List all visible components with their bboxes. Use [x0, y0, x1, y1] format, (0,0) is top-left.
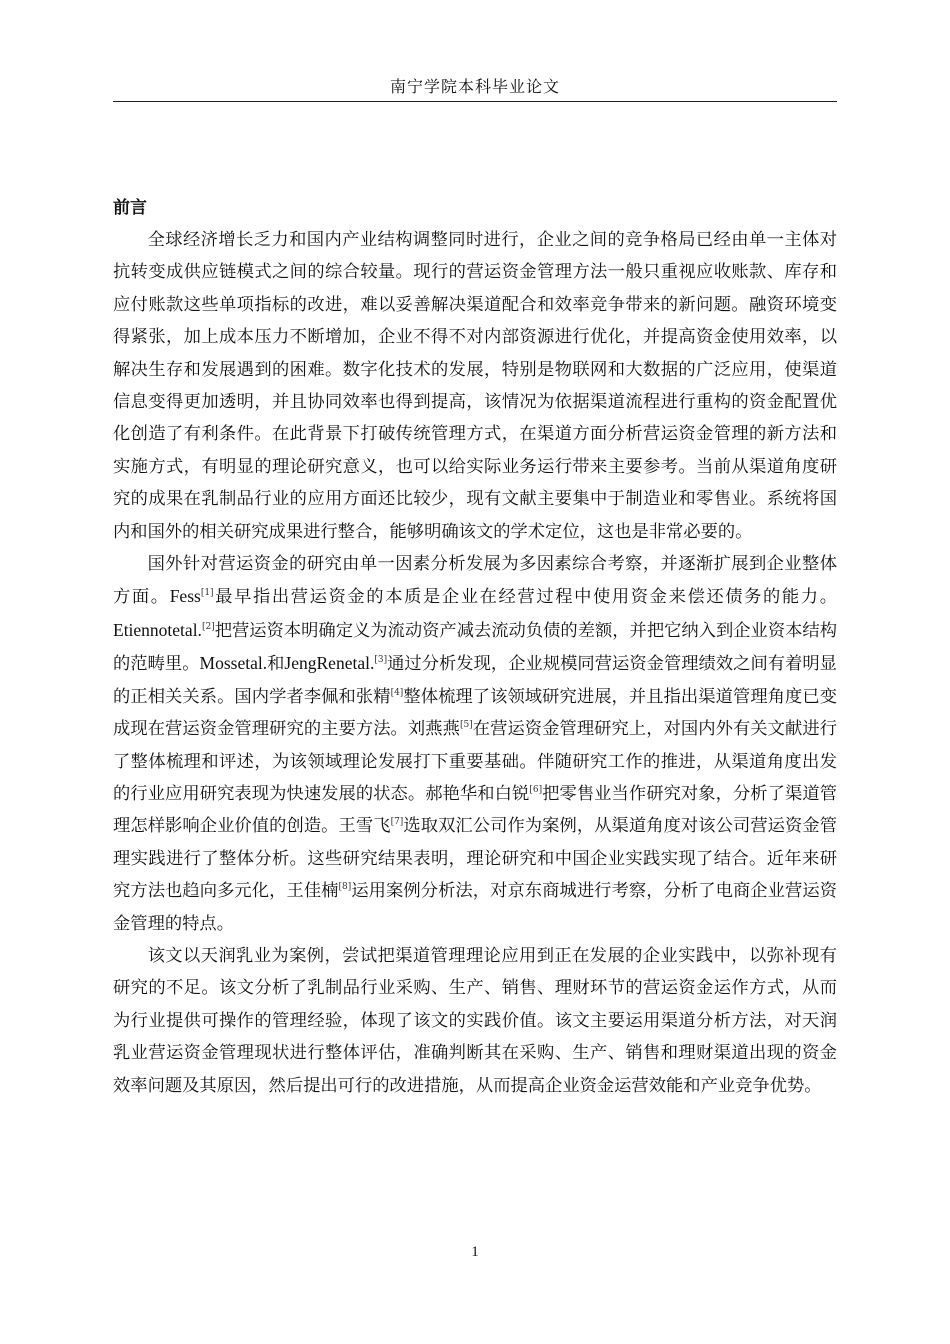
text-run: 选取双汇公司作为案例，从渠道角度对该公司营运资金管理实践进行了整体分析。这些研究结果表明，理论研究和中国企业实践实现了结合。近年来研究方法也趋向多元化，王佳楠: [113, 816, 837, 902]
running-header: 南宁学院本科毕业论文: [389, 77, 560, 96]
paragraph-3: 该文以天润乳业为案例，尝试把渠道管理理论应用到正在发展的企业实践中，以弥补现有研究的不足。该文分析了乳制品行业采购、生产、销售、理财环节的营运资金运作方式，从而为行业提供可操作的管理经验，体现了该文的实践价值。该文主要运用渠道分析方法，对天润乳业营运资金管理现状进行整体评估，准确判断其在采购、生产、销售和理财渠道出现的资金效率问题及其原因，然后提出可行的改进措施，从而提高企业资金运营效能和产业竞争优势。: [113, 945, 837, 1096]
text-run: 最早指出营运资金的本质是企业在经营过程中使用资金来偿还债务的能力。: [213, 587, 837, 608]
header-rule: [113, 101, 837, 102]
text-run: 整体梳理了该领域研究进展，并且指出渠道管理角度已变成现在营运资金管理研究的主要方法。刘燕燕: [113, 686, 837, 740]
citation-ref[interactable]: [1]: [200, 588, 214, 599]
section-title: 前言: [113, 198, 147, 218]
text-run: 把零售业当作研究对象，分析了渠道管理怎样影响企业价值的创造。王雪飞: [113, 783, 837, 837]
text-run: 在营运资金管理研究上，对国内外有关文献进行了整体梳理和评述，为该领域理论发展打下重要基础。伴随研究工作的推进，从渠道角度出发的行业应用研究表现为快速发展的状态。郝艳华和白锐: [113, 719, 837, 804]
main-content: [113, 192, 837, 1102]
page-number: 1: [471, 1244, 479, 1260]
text-run: 国外针对营运资金的研究由单一因素分析发展为多因素综合考察，并逐渐扩展到企业整体方面。: [113, 554, 837, 608]
citation-ref[interactable]: [5]: [459, 720, 473, 731]
citation-ref[interactable]: [7]: [390, 817, 404, 828]
text-run: 和: [267, 654, 285, 675]
author-name: Fess: [169, 586, 201, 607]
citation-ref[interactable]: [4]: [390, 687, 404, 698]
paragraph-2: [113, 548, 837, 940]
author-name: Mossetal.: [199, 653, 268, 674]
text-run: 通过分析发现，企业规模同营运资金管理绩效之间有着明显的正相关关系。国内学者李佩和张精: [113, 654, 837, 707]
citation-ref[interactable]: [6]: [529, 784, 543, 795]
citation-ref[interactable]: [2]: [201, 621, 215, 632]
author-name: JengRenetal.: [284, 653, 375, 674]
author-name: Etiennotetal.: [113, 619, 202, 640]
citation-ref[interactable]: [8]: [338, 882, 352, 893]
text-run: 把营运资本明确定义为流动资产减去流动负债的差额，并把它纳入到企业资本结构的范畴里。: [113, 620, 837, 675]
paragraph-1: 全球经济增长乏力和国内产业结构调整同时进行，企业之间的竞争格局已经由单一主体对抗转变成供应链模式之间的综合较量。现行的营运资金管理方法一般只重视应收账款、库存和应付账款这些单项指标的改进，难以妥善解决渠道配合和效率竞争带来的新问题。融资环境变得紧张，加上成本压力不断增加，企业不得不对内部资源进行优化，并提高资金使用效率，以解决生存和发展遇到的困难。数字化技术的发展，特别是物联网和大数据的广泛应用，使渠道信息变得更加透明，并且协同效率也得到提高，该情况为依据渠道流程进行重构的资金配置优化创造了有利条件。在此背景下打破传统管理方式，在渠道方面分析营运资金管理的新方法和实施方式，有明显的理论研究意义，也可以给实际业务运行带来主要参考。当前从渠道角度研究的成果在乳制品行业的应用方面还比较少，现有文献主要集中于制造业和零售业。系统将国内和国外的相关研究成果进行整合，能够明确该文的学术定位，这也是非常必要的。: [113, 230, 837, 542]
citation-ref[interactable]: [3]: [374, 655, 388, 666]
text-run: 运用案例分析法，对京东商城进行考察，分析了电商企业营运资金管理的特点。: [113, 881, 837, 934]
